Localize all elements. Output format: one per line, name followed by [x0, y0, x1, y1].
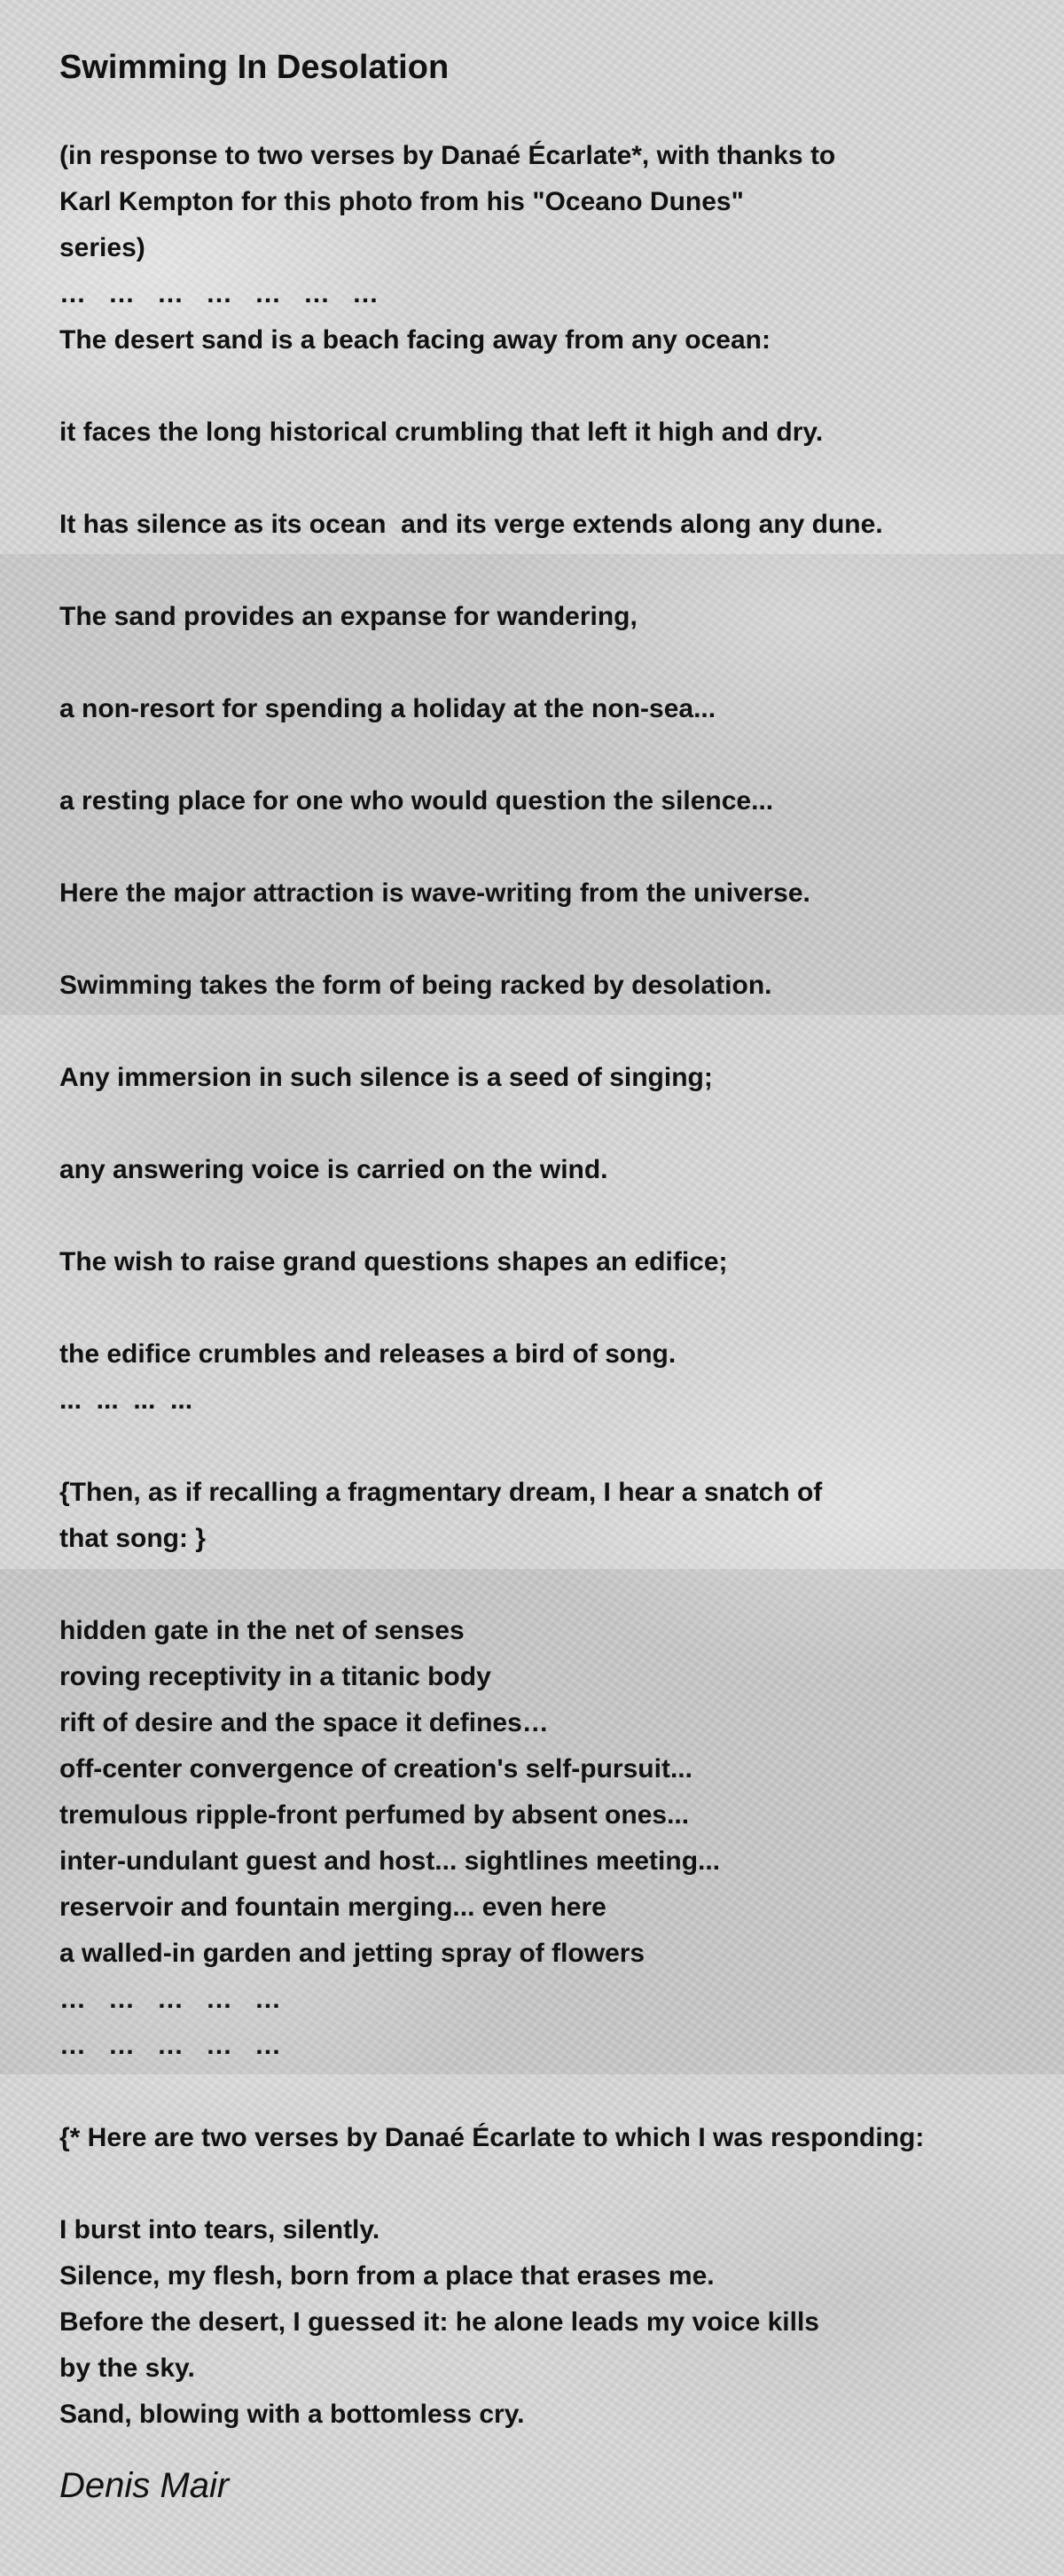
poem-line: roving receptivity in a titanic body [59, 1662, 491, 1691]
poem-line: I burst into tears, silently. [59, 2215, 380, 2244]
stanza-break [59, 456, 1035, 502]
poem-line: reservoir and fountain merging... even here [59, 1893, 606, 1922]
poem-line: Here the major attraction is wave-writing from the universe. [59, 878, 810, 908]
poem-line: it faces the long historical crumbling that left it high and dry. [59, 418, 824, 447]
poem-line: Silence, my flesh, born from a place that erases me. [59, 2261, 715, 2291]
poem-line: hidden gate in the net of senses [59, 1616, 465, 1645]
stanza-break [59, 1101, 1035, 1147]
poem-body [59, 133, 1035, 2512]
poem-line: ... ... ... ... [59, 1386, 193, 1415]
poem-line: that song: } [59, 1524, 206, 1553]
poem-line: any answering voice is carried on the wind. [59, 1155, 608, 1184]
poem-line: Any immersion in such silence is a seed of singing; [59, 1063, 713, 1092]
poem-title: Swimming In Desolation [59, 49, 450, 86]
stanza-break [59, 1424, 1035, 1470]
poem-line: {* Here are two verses by Danaé Écarlate to which I was responding: [59, 2123, 925, 2152]
poem-line: Karl Kempton for this photo from his "Oceano Dunes" [59, 187, 744, 216]
poem-line: … … … … … [59, 1985, 282, 2014]
poem-line: inter-undulant guest and host... sightlines meeting... [59, 1846, 721, 1876]
stanza-break [59, 1193, 1035, 1239]
poem-line: It has silence as its ocean and its verge extends along any dune. [59, 510, 883, 539]
stanza-break [59, 363, 1035, 410]
poem-line: … … … … … [59, 2031, 282, 2060]
poem-line: off-center convergence of creation's self-pursuit... [59, 1754, 692, 1784]
stanza-break [59, 640, 1035, 686]
poem-line: a walled-in garden and jetting spray of flowers [59, 1939, 645, 1968]
poem-line: (in response to two verses by Danaé Écarlate*, with thanks to [59, 141, 836, 170]
poem-line: Swimming takes the form of being racked by desolation. [59, 971, 772, 1000]
poem-author: Denis Mair [59, 2466, 230, 2505]
poem-line: series) [59, 233, 145, 262]
poem-lines [59, 133, 1035, 2438]
poem-line: The desert sand is a beach facing away from any ocean: [59, 325, 771, 355]
stanza-break [59, 1009, 1035, 1055]
stanza-break [59, 2161, 1035, 2207]
poem-line: a resting place for one who would question the silence... [59, 786, 774, 816]
poem-line: The wish to raise grand questions shapes an edifice; [59, 1247, 728, 1276]
poem-line: … … … … … … … [59, 279, 379, 308]
stanza-break [59, 732, 1035, 778]
poem-header [59, 43, 1035, 92]
poem-line: {Then, as if recalling a fragmentary dream, I hear a snatch of [59, 1478, 823, 1507]
stanza-break [59, 1285, 1035, 1331]
poem-line: rift of desire and the space it defines… [59, 1708, 549, 1737]
stanza-break [59, 548, 1035, 594]
stanza-break [59, 1562, 1035, 1608]
poem-line: Sand, blowing with a bottomless cry. [59, 2400, 525, 2429]
poem-line: tremulous ripple-front perfumed by absent ones... [59, 1800, 690, 1830]
poem-line: by the sky. [59, 2354, 195, 2383]
stanza-break [59, 2069, 1035, 2115]
stanza-break [59, 824, 1035, 870]
poem-line: Before the desert, I guessed it: he alone leads my voice kills [59, 2307, 819, 2337]
stanza-break [59, 917, 1035, 963]
poem-line: a non-resort for spending a holiday at the non-sea... [59, 694, 716, 723]
poem-line: The sand provides an expanse for wandering, [59, 602, 638, 631]
poem-line: the edifice crumbles and releases a bird of song. [59, 1339, 677, 1369]
